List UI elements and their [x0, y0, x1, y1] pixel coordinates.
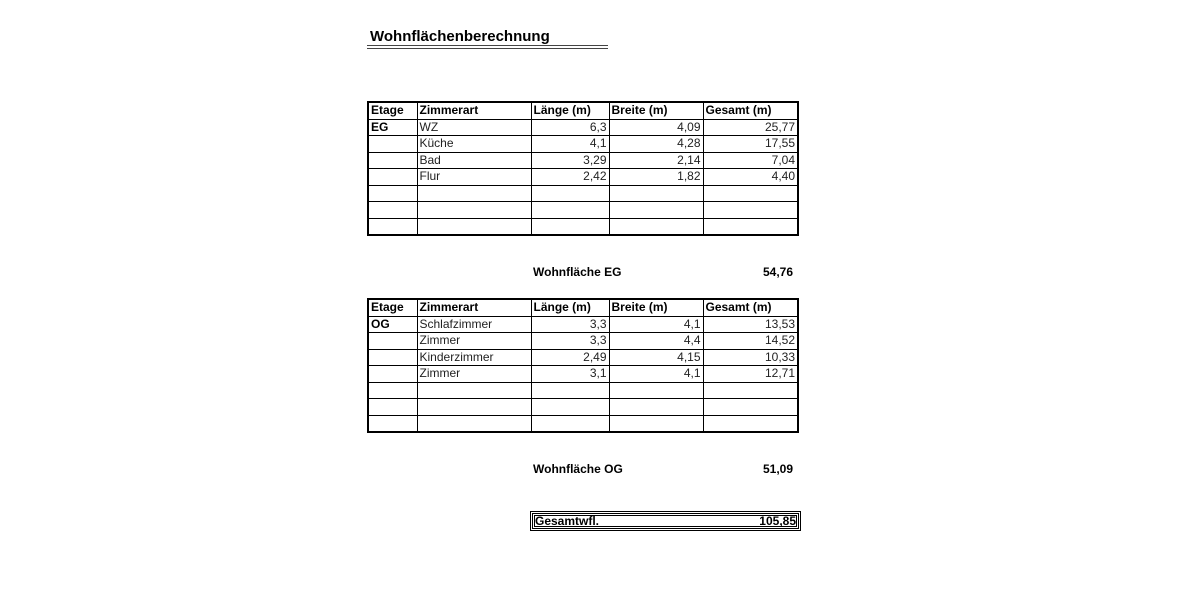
table-row — [368, 119, 798, 136]
table-row — [368, 202, 798, 219]
length-cell: 3,3 — [531, 333, 609, 350]
area-cell — [703, 399, 798, 416]
area-cell — [703, 415, 798, 432]
total-area-box — [530, 511, 801, 531]
length-cell: 3,1 — [531, 366, 609, 383]
title-underline — [367, 45, 608, 49]
table-header-row — [368, 102, 798, 119]
page-title: Wohnflächenberechnung — [370, 28, 550, 45]
width-cell — [609, 202, 703, 219]
table-row — [368, 415, 798, 432]
summary-eg — [533, 265, 793, 279]
etage-cell — [368, 185, 417, 202]
area-cell: 10,33 — [703, 349, 798, 366]
summary-eg-label: Wohnfläche EG — [533, 265, 622, 279]
etage-cell — [368, 382, 417, 399]
width-cell — [609, 218, 703, 235]
column-header: Etage — [368, 299, 417, 316]
etage-cell: OG — [368, 316, 417, 333]
table-row — [368, 316, 798, 333]
width-cell: 4,1 — [609, 366, 703, 383]
table-row — [368, 399, 798, 416]
length-cell — [531, 185, 609, 202]
room-cell — [417, 415, 531, 432]
length-cell: 2,42 — [531, 169, 609, 186]
etage-cell — [368, 152, 417, 169]
area-cell — [703, 185, 798, 202]
room-cell — [417, 218, 531, 235]
column-header: Gesamt (m) — [703, 102, 798, 119]
width-cell: 4,1 — [609, 316, 703, 333]
table-og — [367, 298, 799, 433]
room-cell — [417, 399, 531, 416]
area-cell — [703, 218, 798, 235]
width-cell: 4,4 — [609, 333, 703, 350]
area-cell: 7,04 — [703, 152, 798, 169]
length-cell: 3,3 — [531, 316, 609, 333]
etage-cell — [368, 169, 417, 186]
column-header: Gesamt (m) — [703, 299, 798, 316]
room-cell — [417, 382, 531, 399]
room-cell: Bad — [417, 152, 531, 169]
length-cell: 6,3 — [531, 119, 609, 136]
width-cell: 2,14 — [609, 152, 703, 169]
room-cell: WZ — [417, 119, 531, 136]
width-cell — [609, 415, 703, 432]
etage-cell — [368, 202, 417, 219]
length-cell: 3,29 — [531, 152, 609, 169]
table-header-row — [368, 299, 798, 316]
summary-og-value: 51,09 — [762, 462, 793, 476]
summary-og — [533, 462, 793, 476]
width-cell — [609, 382, 703, 399]
length-cell: 2,49 — [531, 349, 609, 366]
area-cell: 25,77 — [703, 119, 798, 136]
length-cell: 4,1 — [531, 136, 609, 153]
etage-cell — [368, 366, 417, 383]
column-header: Breite (m) — [609, 299, 703, 316]
area-cell: 14,52 — [703, 333, 798, 350]
table-row — [368, 169, 798, 186]
room-cell: Schlafzimmer — [417, 316, 531, 333]
width-cell — [609, 185, 703, 202]
width-cell: 4,09 — [609, 119, 703, 136]
etage-cell — [368, 136, 417, 153]
column-header: Zimmerart — [417, 299, 531, 316]
area-cell: 4,40 — [703, 169, 798, 186]
room-cell: Küche — [417, 136, 531, 153]
table-row — [368, 218, 798, 235]
summary-og-label: Wohnfläche OG — [533, 462, 623, 476]
table-row — [368, 152, 798, 169]
etage-cell — [368, 218, 417, 235]
etage-cell — [368, 399, 417, 416]
etage-cell — [368, 415, 417, 432]
width-cell: 4,28 — [609, 136, 703, 153]
table-row — [368, 136, 798, 153]
table-row — [368, 349, 798, 366]
area-cell — [703, 382, 798, 399]
width-cell: 1,82 — [609, 169, 703, 186]
length-cell — [531, 202, 609, 219]
length-cell — [531, 218, 609, 235]
room-cell: Kinderzimmer — [417, 349, 531, 366]
etage-cell: EG — [368, 119, 417, 136]
room-cell: Zimmer — [417, 333, 531, 350]
etage-cell — [368, 349, 417, 366]
area-cell: 13,53 — [703, 316, 798, 333]
width-cell: 4,15 — [609, 349, 703, 366]
column-header: Breite (m) — [609, 102, 703, 119]
room-cell — [417, 202, 531, 219]
room-cell: Flur — [417, 169, 531, 186]
length-cell — [531, 382, 609, 399]
table-row — [368, 382, 798, 399]
area-cell — [703, 202, 798, 219]
length-cell — [531, 415, 609, 432]
room-cell — [417, 185, 531, 202]
area-cell: 17,55 — [703, 136, 798, 153]
column-header: Länge (m) — [531, 299, 609, 316]
area-cell: 12,71 — [703, 366, 798, 383]
column-header: Etage — [368, 102, 417, 119]
summary-eg-value: 54,76 — [762, 265, 793, 279]
total-label: Gesamtwfl. — [535, 514, 600, 528]
table-row — [368, 366, 798, 383]
column-header: Länge (m) — [531, 102, 609, 119]
length-cell — [531, 399, 609, 416]
table-row — [368, 185, 798, 202]
room-cell: Zimmer — [417, 366, 531, 383]
width-cell — [609, 399, 703, 416]
table-row — [368, 333, 798, 350]
table-eg — [367, 101, 799, 236]
column-header: Zimmerart — [417, 102, 531, 119]
etage-cell — [368, 333, 417, 350]
total-value: 105,85 — [759, 514, 796, 528]
